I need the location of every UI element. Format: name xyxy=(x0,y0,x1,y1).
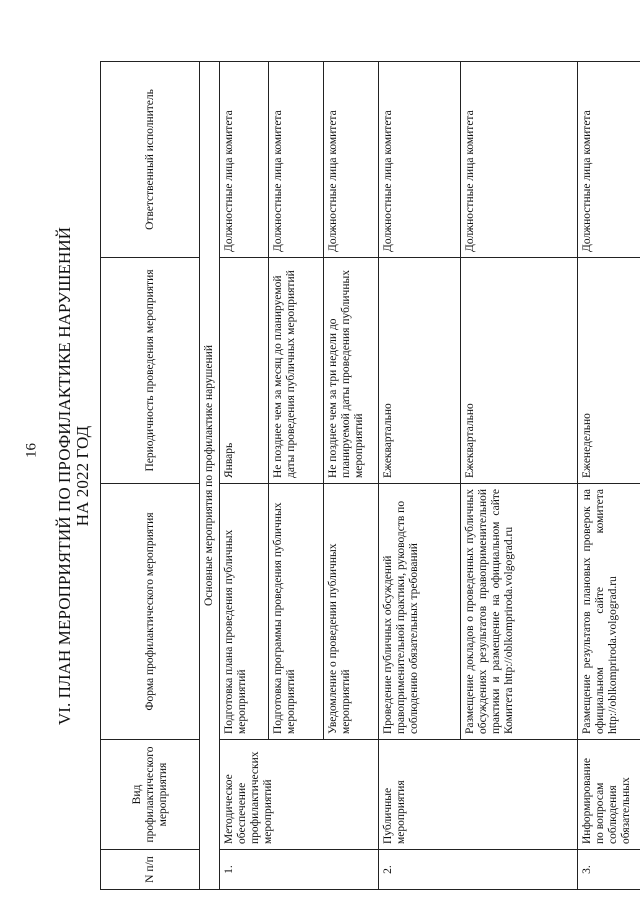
activity-form: Размещение результатов плановых проверок на официальном сайте комитета http://oblkompriroda.volgograd.ru xyxy=(578,484,640,740)
title-line-2: НА 2022 ГОД xyxy=(73,425,92,527)
header-form: Форма профилактического мероприятия xyxy=(101,484,200,740)
table-row xyxy=(220,62,269,890)
activity-form: Подготовка плана проведения публичных мероприятий xyxy=(220,484,269,740)
activity-form: Подготовка программы проведения публичных мероприятий xyxy=(269,484,324,740)
row-number: 2. xyxy=(379,850,578,890)
activity-period: Не позднее чем за месяц до планируемой даты проведения публичных мероприятий xyxy=(269,258,324,484)
activity-form: Уведомление о проведении публичных мероприятий xyxy=(324,484,379,740)
section-title: Основные мероприятия по профилактике нарушений xyxy=(200,62,220,890)
activity-responsible: Должностные лица комитета xyxy=(324,62,379,258)
activity-responsible: Должностные лица комитета xyxy=(379,62,461,258)
table-header-row xyxy=(101,62,200,890)
table-row xyxy=(379,62,461,890)
activity-period: Ежеквартально xyxy=(379,258,461,484)
header-no: N п/п xyxy=(101,850,200,890)
row-number: 3. xyxy=(578,850,640,890)
rotated-page-content xyxy=(55,62,632,890)
table-row xyxy=(578,62,640,890)
activity-responsible: Должностные лица комитета xyxy=(461,62,578,258)
activity-type: Информирование по вопросам соблюдения обязательных xyxy=(578,740,640,850)
page-title xyxy=(56,62,92,890)
prevention-plan-table xyxy=(100,61,640,890)
activity-type: Методическое обеспечение профилактических мероприятий xyxy=(220,740,379,850)
activity-period: Январь xyxy=(220,258,269,484)
header-responsible: Ответственный исполнитель xyxy=(101,62,200,258)
title-line-1: VI. ПЛАН МЕРОПРИЯТИЙ ПО ПРОФИЛАКТИКЕ НАРУШЕНИЙ xyxy=(55,226,74,726)
header-period: Периодичность проведения мероприятия xyxy=(101,258,200,484)
activity-form: Размещение докладов о проведенных публичных обсуждениях результатов правоприменительной практики и размещение на официальном сайте Комитета http://oblkompriroda.volgograd.ru xyxy=(461,484,578,740)
activity-type: Публичные мероприятия xyxy=(379,740,578,850)
activity-responsible: Должностные лица комитета xyxy=(578,62,640,258)
activity-period: Не позднее чем за три недели до планируемой даты проведения публичных мероприятий xyxy=(324,258,379,484)
activity-form: Проведение публичных обсуждений правоприменительной практики, руководств по соблюдению обязательных требований xyxy=(379,484,461,740)
activity-period: Ежеквартально xyxy=(461,258,578,484)
section-row xyxy=(200,62,220,890)
row-number: 1. xyxy=(220,850,379,890)
activity-responsible: Должностные лица комитета xyxy=(220,62,269,258)
page-number: 16 xyxy=(23,443,40,458)
activity-responsible: Должностные лица комитета xyxy=(269,62,324,258)
activity-period: Еженедельно xyxy=(578,258,640,484)
header-type: Вид профилактического мероприятия xyxy=(101,740,200,850)
